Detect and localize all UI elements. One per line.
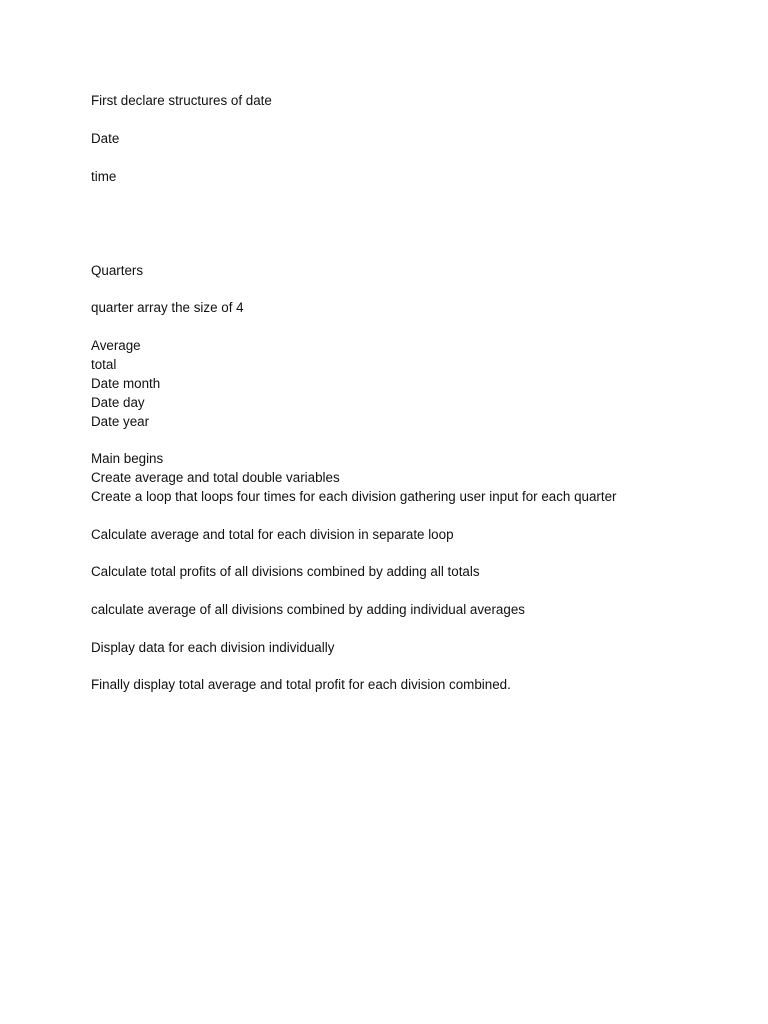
doc-line-time: time	[91, 169, 117, 184]
doc-line-calc-average-total: Calculate average and total for each division in separate loop	[91, 527, 454, 542]
doc-line-quarter-array: quarter array the size of 4	[91, 300, 244, 315]
doc-line-finally-display: Finally display total average and total profit for each division combined.	[91, 677, 511, 692]
doc-line-create-variables: Create average and total double variables	[91, 470, 340, 485]
doc-line-date-month: Date month	[91, 376, 161, 391]
doc-line-total: total	[91, 357, 117, 372]
doc-line-average: Average	[91, 338, 141, 353]
doc-line-date-year: Date year	[91, 414, 150, 429]
doc-line-main-begins: Main begins	[91, 451, 164, 466]
doc-line-display-data: Display data for each division individually	[91, 640, 335, 655]
doc-line-calc-total-profits: Calculate total profits of all divisions combined by adding all totals	[91, 564, 480, 579]
doc-line-quarters: Quarters	[91, 263, 144, 278]
doc-line-date-day: Date day	[91, 395, 145, 410]
doc-line-create-loop: Create a loop that loops four times for each division gathering user input for each quarter	[91, 489, 617, 504]
doc-line-calc-average-all: calculate average of all divisions combined by adding individual averages	[91, 602, 525, 617]
doc-line-declare-structures: First declare structures of date	[91, 93, 272, 108]
doc-line-date: Date	[91, 131, 120, 146]
